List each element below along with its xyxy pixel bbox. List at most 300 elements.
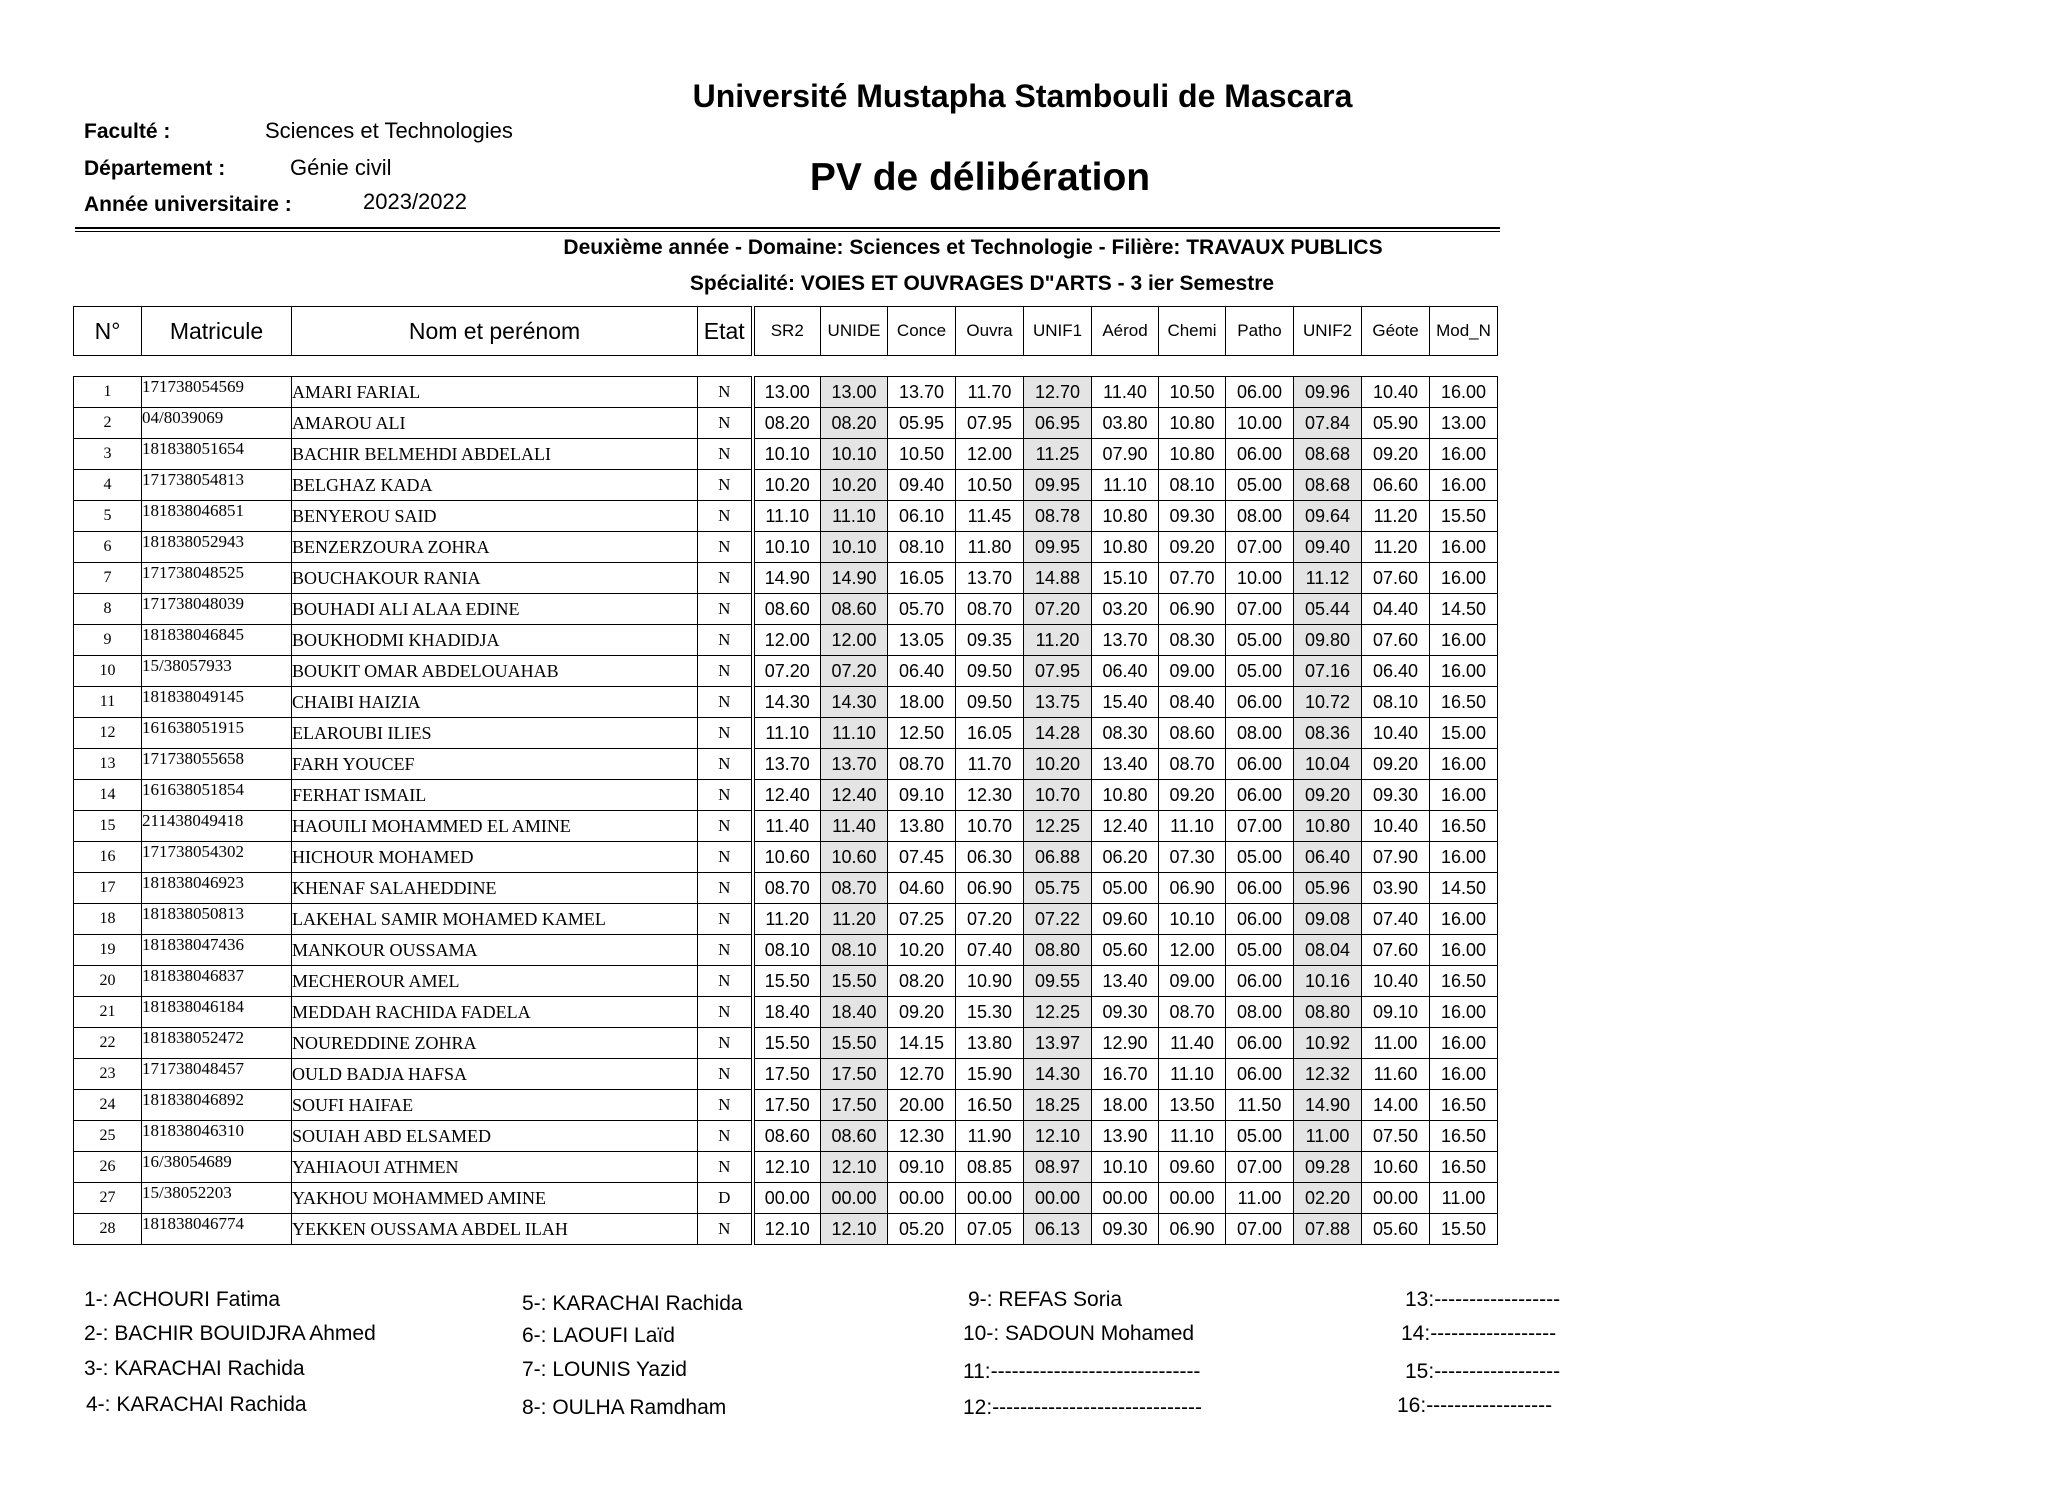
grade-chemi: 09.20 bbox=[1159, 780, 1226, 811]
grade-unif2: 02.20 bbox=[1294, 1183, 1362, 1214]
grade-chemi: 10.80 bbox=[1159, 408, 1226, 439]
table-row bbox=[74, 780, 1498, 811]
grade-geote: 07.40 bbox=[1362, 904, 1430, 935]
row-student-name: BOUKHODMI KHADIDJA bbox=[292, 625, 698, 656]
table-spacer-row bbox=[74, 356, 1498, 377]
grade-unif2: 07.88 bbox=[1294, 1214, 1362, 1245]
grade-geote: 08.10 bbox=[1362, 687, 1430, 718]
grade-conce: 10.20 bbox=[888, 935, 956, 966]
table-row bbox=[74, 1090, 1498, 1121]
grade-patho: 06.00 bbox=[1226, 439, 1294, 470]
grade-unif2: 10.92 bbox=[1294, 1028, 1362, 1059]
grade-aerod: 18.00 bbox=[1092, 1090, 1159, 1121]
grade-chemi: 06.90 bbox=[1159, 873, 1226, 904]
row-matricule: 181838050813 bbox=[142, 904, 292, 935]
table-row bbox=[74, 687, 1498, 718]
grade-unif2: 06.40 bbox=[1294, 842, 1362, 873]
col-header-unif2: UNIF2 bbox=[1294, 307, 1362, 356]
grade-aerod: 13.90 bbox=[1092, 1121, 1159, 1152]
grade-geote: 10.40 bbox=[1362, 718, 1430, 749]
grade-ouvra: 06.30 bbox=[956, 842, 1024, 873]
row-matricule: 15/38057933 bbox=[142, 656, 292, 687]
grade-geote: 11.60 bbox=[1362, 1059, 1430, 1090]
grade-aerod: 00.00 bbox=[1092, 1183, 1159, 1214]
row-matricule: 04/8039069 bbox=[142, 408, 292, 439]
table-spacer-cell bbox=[74, 356, 1498, 377]
row-student-name: BOUCHAKOUR RANIA bbox=[292, 563, 698, 594]
grade-chemi: 13.50 bbox=[1159, 1090, 1226, 1121]
grade-patho: 08.00 bbox=[1226, 501, 1294, 532]
row-etat: N bbox=[698, 1028, 753, 1059]
row-matricule: 181838049145 bbox=[142, 687, 292, 718]
row-etat: N bbox=[698, 377, 753, 408]
grade-ouvra: 16.50 bbox=[956, 1090, 1024, 1121]
grade-sr2: 07.20 bbox=[753, 656, 821, 687]
row-number: 7 bbox=[74, 563, 142, 594]
grade-unif1: 14.30 bbox=[1024, 1059, 1092, 1090]
grade-aerod: 08.30 bbox=[1092, 718, 1159, 749]
grade-conce: 20.00 bbox=[888, 1090, 956, 1121]
row-matricule: 181838052472 bbox=[142, 1028, 292, 1059]
grade-unide: 14.90 bbox=[821, 563, 888, 594]
grade-unide: 12.00 bbox=[821, 625, 888, 656]
grade-patho: 07.00 bbox=[1226, 811, 1294, 842]
row-number: 8 bbox=[74, 594, 142, 625]
grade-mod-n: 16.00 bbox=[1430, 532, 1498, 563]
table-row bbox=[74, 997, 1498, 1028]
grade-unif2: 09.80 bbox=[1294, 625, 1362, 656]
grade-unif2: 08.68 bbox=[1294, 470, 1362, 501]
col-header-chemi: Chemi bbox=[1159, 307, 1226, 356]
grade-chemi: 08.40 bbox=[1159, 687, 1226, 718]
grade-conce: 12.30 bbox=[888, 1121, 956, 1152]
grade-chemi: 09.20 bbox=[1159, 532, 1226, 563]
grade-patho: 08.00 bbox=[1226, 718, 1294, 749]
grade-patho: 06.00 bbox=[1226, 377, 1294, 408]
grade-unif1: 12.25 bbox=[1024, 997, 1092, 1028]
signatory-14: 14:------------------ bbox=[1401, 1322, 1557, 1345]
grade-unif1: 12.70 bbox=[1024, 377, 1092, 408]
grade-unide: 13.00 bbox=[821, 377, 888, 408]
grade-chemi: 08.30 bbox=[1159, 625, 1226, 656]
row-etat: N bbox=[698, 532, 753, 563]
grade-aerod: 03.20 bbox=[1092, 594, 1159, 625]
row-number: 12 bbox=[74, 718, 142, 749]
grade-chemi: 11.40 bbox=[1159, 1028, 1226, 1059]
grade-unif2: 09.40 bbox=[1294, 532, 1362, 563]
row-matricule: 181838052943 bbox=[142, 532, 292, 563]
row-student-name: CHAIBI HAIZIA bbox=[292, 687, 698, 718]
grade-chemi: 11.10 bbox=[1159, 1059, 1226, 1090]
grade-conce: 10.50 bbox=[888, 439, 956, 470]
faculty-label: Faculté : bbox=[84, 120, 171, 143]
grade-unif2: 08.04 bbox=[1294, 935, 1362, 966]
row-etat: N bbox=[698, 1121, 753, 1152]
row-etat: N bbox=[698, 873, 753, 904]
row-student-name: MECHEROUR AMEL bbox=[292, 966, 698, 997]
grade-chemi: 07.70 bbox=[1159, 563, 1226, 594]
grade-mod-n: 15.00 bbox=[1430, 718, 1498, 749]
grade-unif1: 09.95 bbox=[1024, 470, 1092, 501]
row-student-name: BOUHADI ALI ALAA EDINE bbox=[292, 594, 698, 625]
grade-geote: 05.90 bbox=[1362, 408, 1430, 439]
grade-mod-n: 16.00 bbox=[1430, 377, 1498, 408]
grade-unide: 11.40 bbox=[821, 811, 888, 842]
col-header-matricule: Matricule bbox=[142, 307, 292, 356]
signatory-6: 6-: LAOUFI Laïd bbox=[522, 1324, 675, 1347]
row-student-name: BENYEROU SAID bbox=[292, 501, 698, 532]
row-student-name: NOUREDDINE ZOHRA bbox=[292, 1028, 698, 1059]
grade-ouvra: 13.80 bbox=[956, 1028, 1024, 1059]
grade-geote: 10.40 bbox=[1362, 966, 1430, 997]
grade-geote: 09.20 bbox=[1362, 749, 1430, 780]
table-row bbox=[74, 563, 1498, 594]
row-number: 23 bbox=[74, 1059, 142, 1090]
row-number: 15 bbox=[74, 811, 142, 842]
table-row bbox=[74, 1121, 1498, 1152]
grade-mod-n: 16.00 bbox=[1430, 470, 1498, 501]
grade-ouvra: 11.45 bbox=[956, 501, 1024, 532]
grade-conce: 13.80 bbox=[888, 811, 956, 842]
grade-geote: 11.20 bbox=[1362, 532, 1430, 563]
grade-patho: 06.00 bbox=[1226, 687, 1294, 718]
row-number: 6 bbox=[74, 532, 142, 563]
grade-sr2: 11.20 bbox=[753, 904, 821, 935]
grade-chemi: 08.70 bbox=[1159, 997, 1226, 1028]
grade-sr2: 17.50 bbox=[753, 1059, 821, 1090]
grade-unif2: 10.72 bbox=[1294, 687, 1362, 718]
signatory-7: 7-: LOUNIS Yazid bbox=[522, 1358, 687, 1381]
grade-unif1: 18.25 bbox=[1024, 1090, 1092, 1121]
grade-unide: 14.30 bbox=[821, 687, 888, 718]
row-matricule: 211438049418 bbox=[142, 811, 292, 842]
grade-chemi: 10.80 bbox=[1159, 439, 1226, 470]
grade-unif1: 07.95 bbox=[1024, 656, 1092, 687]
row-student-name: AMARI FARIAL bbox=[292, 377, 698, 408]
grade-unide: 08.10 bbox=[821, 935, 888, 966]
grade-patho: 07.00 bbox=[1226, 1152, 1294, 1183]
grade-patho: 06.00 bbox=[1226, 780, 1294, 811]
table-row bbox=[74, 873, 1498, 904]
grade-unide: 08.60 bbox=[821, 1121, 888, 1152]
grade-geote: 11.20 bbox=[1362, 501, 1430, 532]
year-label: Année universitaire : bbox=[84, 193, 292, 216]
table-row bbox=[74, 656, 1498, 687]
table-row bbox=[74, 408, 1498, 439]
row-etat: N bbox=[698, 501, 753, 532]
row-matricule: 171738048525 bbox=[142, 563, 292, 594]
grade-unide: 12.10 bbox=[821, 1214, 888, 1245]
grade-geote: 14.00 bbox=[1362, 1090, 1430, 1121]
row-etat: N bbox=[698, 1059, 753, 1090]
table-row bbox=[74, 1214, 1498, 1245]
grade-chemi: 10.50 bbox=[1159, 377, 1226, 408]
grade-unide: 12.10 bbox=[821, 1152, 888, 1183]
row-etat: N bbox=[698, 625, 753, 656]
row-student-name: SOUIAH ABD ELSAMED bbox=[292, 1121, 698, 1152]
row-etat: D bbox=[698, 1183, 753, 1214]
grade-geote: 10.40 bbox=[1362, 811, 1430, 842]
grade-unif2: 10.04 bbox=[1294, 749, 1362, 780]
grade-ouvra: 11.90 bbox=[956, 1121, 1024, 1152]
grade-mod-n: 14.50 bbox=[1430, 873, 1498, 904]
grade-sr2: 14.90 bbox=[753, 563, 821, 594]
grade-ouvra: 08.85 bbox=[956, 1152, 1024, 1183]
header-divider bbox=[75, 227, 1500, 229]
row-etat: N bbox=[698, 718, 753, 749]
grade-geote: 04.40 bbox=[1362, 594, 1430, 625]
grade-patho: 05.00 bbox=[1226, 625, 1294, 656]
grade-aerod: 10.80 bbox=[1092, 501, 1159, 532]
grade-chemi: 08.70 bbox=[1159, 749, 1226, 780]
grade-unide: 15.50 bbox=[821, 1028, 888, 1059]
row-student-name: BOUKIT OMAR ABDELOUAHAB bbox=[292, 656, 698, 687]
grade-sr2: 13.70 bbox=[753, 749, 821, 780]
grades-table bbox=[73, 306, 1498, 1245]
row-etat: N bbox=[698, 904, 753, 935]
grade-unide: 11.10 bbox=[821, 718, 888, 749]
table-row bbox=[74, 749, 1498, 780]
grade-geote: 00.00 bbox=[1362, 1183, 1430, 1214]
grade-patho: 06.00 bbox=[1226, 1028, 1294, 1059]
grade-unif1: 11.25 bbox=[1024, 439, 1092, 470]
table-row bbox=[74, 935, 1498, 966]
grade-unif2: 11.12 bbox=[1294, 563, 1362, 594]
grade-unif1: 09.95 bbox=[1024, 532, 1092, 563]
table-row bbox=[74, 377, 1498, 408]
year-value: 2023/2022 bbox=[363, 189, 467, 214]
grade-ouvra: 12.30 bbox=[956, 780, 1024, 811]
grade-conce: 05.20 bbox=[888, 1214, 956, 1245]
grade-patho: 07.00 bbox=[1226, 1214, 1294, 1245]
grade-ouvra: 15.90 bbox=[956, 1059, 1024, 1090]
grade-ouvra: 11.70 bbox=[956, 377, 1024, 408]
grade-conce: 18.00 bbox=[888, 687, 956, 718]
grade-mod-n: 16.00 bbox=[1430, 935, 1498, 966]
grade-patho: 08.00 bbox=[1226, 997, 1294, 1028]
grade-conce: 09.10 bbox=[888, 780, 956, 811]
grade-conce: 08.70 bbox=[888, 749, 956, 780]
grade-conce: 13.05 bbox=[888, 625, 956, 656]
row-student-name: BELGHAZ KADA bbox=[292, 470, 698, 501]
grade-mod-n: 15.50 bbox=[1430, 501, 1498, 532]
grade-aerod: 09.30 bbox=[1092, 997, 1159, 1028]
col-header-name: Nom et perénom bbox=[292, 307, 698, 356]
grade-unide: 10.20 bbox=[821, 470, 888, 501]
grade-chemi: 12.00 bbox=[1159, 935, 1226, 966]
grade-conce: 07.45 bbox=[888, 842, 956, 873]
grade-unif1: 12.10 bbox=[1024, 1121, 1092, 1152]
row-etat: N bbox=[698, 656, 753, 687]
grade-ouvra: 07.20 bbox=[956, 904, 1024, 935]
grade-ouvra: 11.80 bbox=[956, 532, 1024, 563]
grade-mod-n: 16.50 bbox=[1430, 811, 1498, 842]
row-matricule: 171738055658 bbox=[142, 749, 292, 780]
row-etat: N bbox=[698, 811, 753, 842]
grade-unif1: 09.55 bbox=[1024, 966, 1092, 997]
grade-sr2: 11.10 bbox=[753, 501, 821, 532]
row-number: 21 bbox=[74, 997, 142, 1028]
col-header-etat: Etat bbox=[698, 307, 753, 356]
grade-ouvra: 06.90 bbox=[956, 873, 1024, 904]
row-etat: N bbox=[698, 749, 753, 780]
grade-aerod: 05.60 bbox=[1092, 935, 1159, 966]
signatory-5: 5-: KARACHAI Rachida bbox=[522, 1292, 743, 1315]
grade-mod-n: 16.00 bbox=[1430, 1028, 1498, 1059]
grade-sr2: 14.30 bbox=[753, 687, 821, 718]
grade-sr2: 12.10 bbox=[753, 1214, 821, 1245]
grade-unif2: 11.00 bbox=[1294, 1121, 1362, 1152]
row-etat: N bbox=[698, 997, 753, 1028]
row-student-name: FERHAT ISMAIL bbox=[292, 780, 698, 811]
department-label: Département : bbox=[84, 157, 226, 180]
col-header-aerod: Aérod bbox=[1092, 307, 1159, 356]
grade-sr2: 12.00 bbox=[753, 625, 821, 656]
grade-patho: 06.00 bbox=[1226, 749, 1294, 780]
grade-patho: 05.00 bbox=[1226, 842, 1294, 873]
grade-unide: 08.20 bbox=[821, 408, 888, 439]
row-student-name: BENZERZOURA ZOHRA bbox=[292, 532, 698, 563]
row-number: 17 bbox=[74, 873, 142, 904]
row-student-name: HAOUILI MOHAMMED EL AMINE bbox=[292, 811, 698, 842]
signatory-9: 9-: REFAS Soria bbox=[968, 1288, 1123, 1311]
grade-ouvra: 08.70 bbox=[956, 594, 1024, 625]
grade-mod-n: 16.00 bbox=[1430, 749, 1498, 780]
grade-sr2: 08.10 bbox=[753, 935, 821, 966]
grade-mod-n: 16.50 bbox=[1430, 1090, 1498, 1121]
grade-sr2: 12.10 bbox=[753, 1152, 821, 1183]
grade-sr2: 15.50 bbox=[753, 966, 821, 997]
grade-patho: 07.00 bbox=[1226, 594, 1294, 625]
grade-ouvra: 12.00 bbox=[956, 439, 1024, 470]
row-etat: N bbox=[698, 935, 753, 966]
grade-unif1: 13.75 bbox=[1024, 687, 1092, 718]
signatory-11: 11:------------------------------ bbox=[963, 1360, 1201, 1383]
grade-mod-n: 16.00 bbox=[1430, 656, 1498, 687]
grade-aerod: 12.90 bbox=[1092, 1028, 1159, 1059]
grade-unif2: 08.36 bbox=[1294, 718, 1362, 749]
grade-unide: 17.50 bbox=[821, 1059, 888, 1090]
grade-mod-n: 13.00 bbox=[1430, 408, 1498, 439]
row-matricule: 181838047436 bbox=[142, 935, 292, 966]
table-row bbox=[74, 470, 1498, 501]
grade-unif1: 06.95 bbox=[1024, 408, 1092, 439]
grade-mod-n: 16.00 bbox=[1430, 1059, 1498, 1090]
grade-unif2: 09.96 bbox=[1294, 377, 1362, 408]
row-etat: N bbox=[698, 563, 753, 594]
grade-unif1: 14.28 bbox=[1024, 718, 1092, 749]
grade-conce: 08.20 bbox=[888, 966, 956, 997]
row-number: 26 bbox=[74, 1152, 142, 1183]
grade-sr2: 00.00 bbox=[753, 1183, 821, 1214]
col-header-ouvra: Ouvra bbox=[956, 307, 1024, 356]
grade-conce: 09.20 bbox=[888, 997, 956, 1028]
row-student-name: MANKOUR OUSSAMA bbox=[292, 935, 698, 966]
table-row bbox=[74, 532, 1498, 563]
grade-mod-n: 16.50 bbox=[1430, 687, 1498, 718]
table-row bbox=[74, 501, 1498, 532]
grade-unif2: 08.80 bbox=[1294, 997, 1362, 1028]
row-number: 19 bbox=[74, 935, 142, 966]
grade-conce: 07.25 bbox=[888, 904, 956, 935]
grade-sr2: 17.50 bbox=[753, 1090, 821, 1121]
row-matricule: 181838046184 bbox=[142, 997, 292, 1028]
row-number: 13 bbox=[74, 749, 142, 780]
grade-chemi: 06.90 bbox=[1159, 1214, 1226, 1245]
grade-aerod: 03.80 bbox=[1092, 408, 1159, 439]
grade-sr2: 08.60 bbox=[753, 1121, 821, 1152]
row-number: 5 bbox=[74, 501, 142, 532]
grade-unif1: 13.97 bbox=[1024, 1028, 1092, 1059]
table-row bbox=[74, 811, 1498, 842]
row-number: 4 bbox=[74, 470, 142, 501]
grade-mod-n: 16.50 bbox=[1430, 1121, 1498, 1152]
grade-aerod: 05.00 bbox=[1092, 873, 1159, 904]
row-matricule: 181838046845 bbox=[142, 625, 292, 656]
grade-patho: 10.00 bbox=[1226, 408, 1294, 439]
grade-mod-n: 16.00 bbox=[1430, 842, 1498, 873]
grade-unif2: 05.96 bbox=[1294, 873, 1362, 904]
grade-geote: 07.50 bbox=[1362, 1121, 1430, 1152]
grade-unide: 10.60 bbox=[821, 842, 888, 873]
grade-unif2: 08.68 bbox=[1294, 439, 1362, 470]
row-number: 3 bbox=[74, 439, 142, 470]
row-matricule: 181838051654 bbox=[142, 439, 292, 470]
row-student-name: LAKEHAL SAMIR MOHAMED KAMEL bbox=[292, 904, 698, 935]
grade-aerod: 07.90 bbox=[1092, 439, 1159, 470]
grade-unide: 13.70 bbox=[821, 749, 888, 780]
grade-mod-n: 14.50 bbox=[1430, 594, 1498, 625]
grade-conce: 09.40 bbox=[888, 470, 956, 501]
grade-sr2: 10.60 bbox=[753, 842, 821, 873]
grade-ouvra: 07.05 bbox=[956, 1214, 1024, 1245]
grade-sr2: 18.40 bbox=[753, 997, 821, 1028]
grade-geote: 05.60 bbox=[1362, 1214, 1430, 1245]
row-student-name: HICHOUR MOHAMED bbox=[292, 842, 698, 873]
grade-ouvra: 10.50 bbox=[956, 470, 1024, 501]
grade-chemi: 09.30 bbox=[1159, 501, 1226, 532]
grade-mod-n: 16.50 bbox=[1430, 966, 1498, 997]
grade-patho: 05.00 bbox=[1226, 470, 1294, 501]
row-etat: N bbox=[698, 439, 753, 470]
grade-aerod: 06.40 bbox=[1092, 656, 1159, 687]
signatory-10: 10-: SADOUN Mohamed bbox=[963, 1322, 1195, 1345]
grade-mod-n: 16.00 bbox=[1430, 625, 1498, 656]
row-student-name: YAHIAOUI ATHMEN bbox=[292, 1152, 698, 1183]
row-etat: N bbox=[698, 1214, 753, 1245]
grade-aerod: 10.80 bbox=[1092, 532, 1159, 563]
table-row bbox=[74, 1152, 1498, 1183]
row-number: 18 bbox=[74, 904, 142, 935]
grade-unif2: 10.80 bbox=[1294, 811, 1362, 842]
grade-conce: 06.40 bbox=[888, 656, 956, 687]
grade-ouvra: 07.95 bbox=[956, 408, 1024, 439]
table-row bbox=[74, 594, 1498, 625]
grade-ouvra: 11.70 bbox=[956, 749, 1024, 780]
row-etat: N bbox=[698, 780, 753, 811]
row-matricule: 171738048039 bbox=[142, 594, 292, 625]
grade-patho: 06.00 bbox=[1226, 1059, 1294, 1090]
grade-mod-n: 16.00 bbox=[1430, 780, 1498, 811]
grade-chemi: 00.00 bbox=[1159, 1183, 1226, 1214]
signatory-3: 3-: KARACHAI Rachida bbox=[84, 1357, 305, 1380]
grade-geote: 09.20 bbox=[1362, 439, 1430, 470]
table-row bbox=[74, 842, 1498, 873]
row-etat: N bbox=[698, 1152, 753, 1183]
row-student-name: AMAROU ALI bbox=[292, 408, 698, 439]
grade-geote: 11.00 bbox=[1362, 1028, 1430, 1059]
grade-patho: 06.00 bbox=[1226, 966, 1294, 997]
